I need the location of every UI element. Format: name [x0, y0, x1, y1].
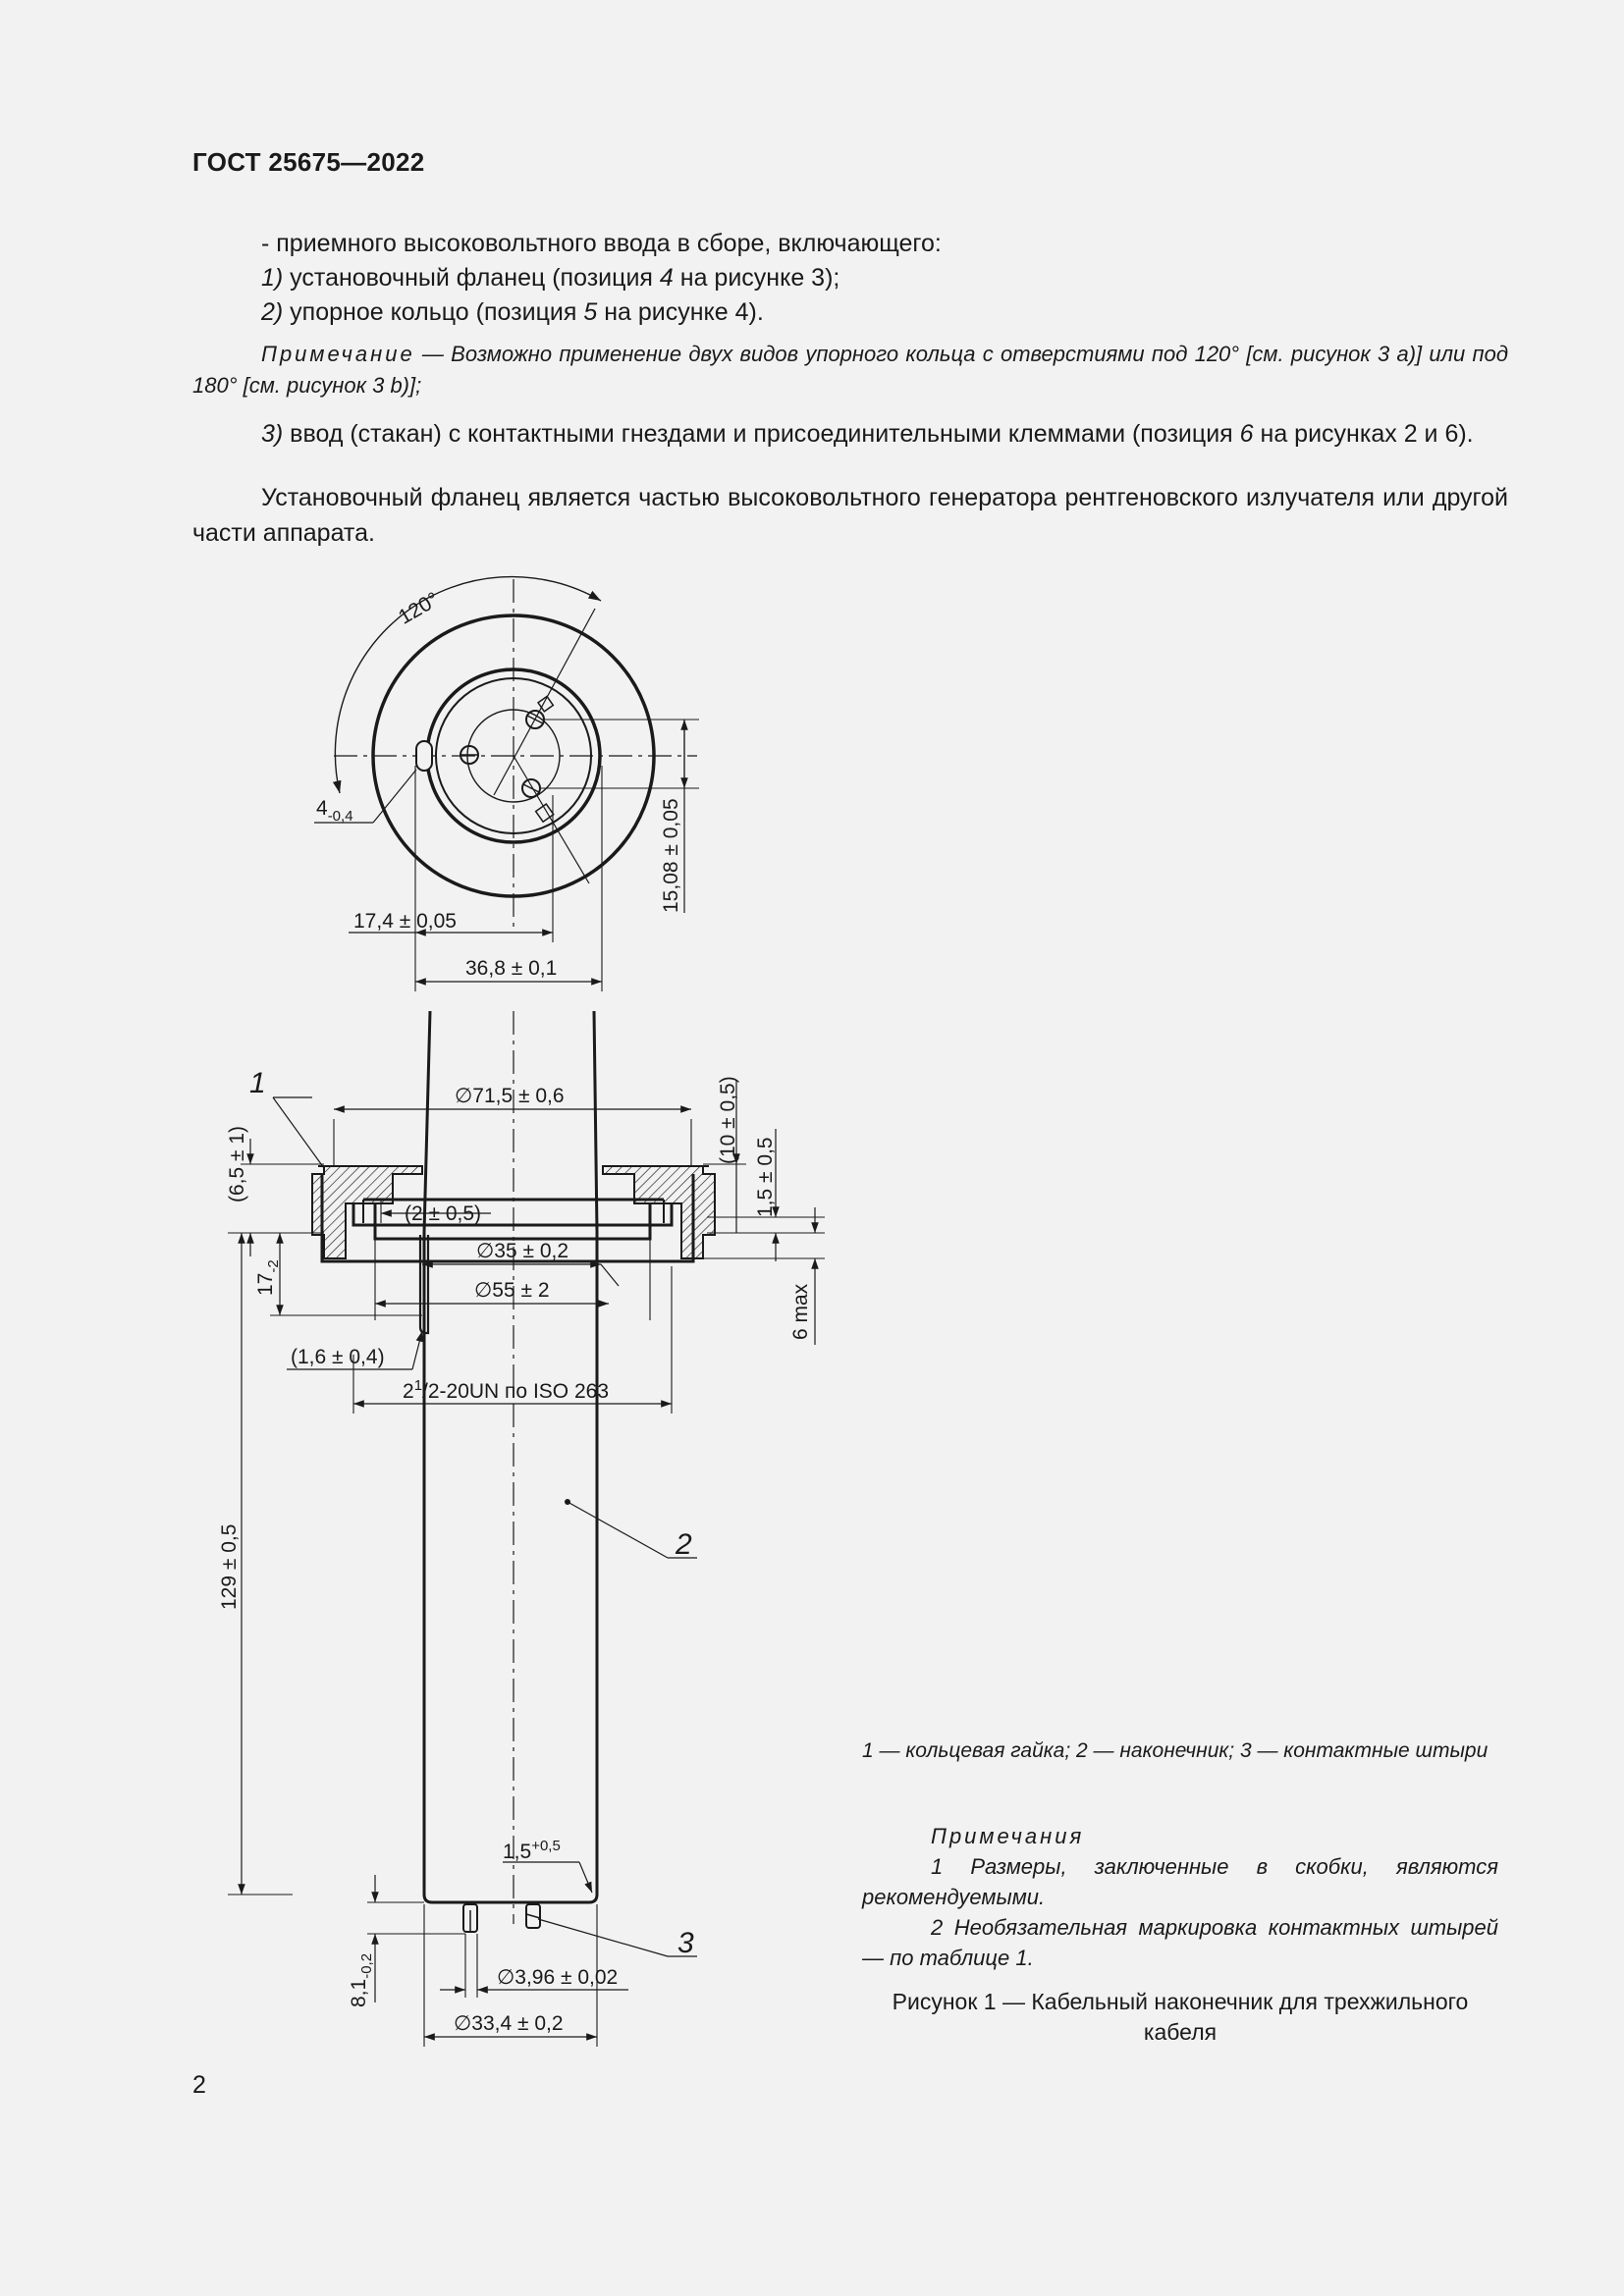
dim-6max: 6 max: [789, 1283, 812, 1340]
list-item-3: 3) ввод (стакан) с контактными гнездами и присоединительными клеммами (позиция 6 на рисунках 2 и 6).: [261, 420, 1474, 448]
callout-1: 1: [249, 1067, 266, 1099]
figure-legend: 1 — кольцевая гайка; 2 — наконечник; 3 — контактные штыри: [862, 1739, 1489, 1762]
figure-notes: [862, 1821, 1498, 1973]
dim-thread: $2^1/2-20UN$ по ISO 263: [403, 1377, 609, 1403]
page-number: 2: [192, 2071, 206, 2099]
dim-8-1: $8,1_{-0,2}$: [348, 1952, 375, 2007]
notes-title: Примечания: [931, 1824, 1085, 1848]
slot-notch: [416, 741, 432, 771]
callout-3: 3: [677, 1927, 694, 1959]
dim-33-4: ∅33,4 ± 0,2: [454, 2012, 564, 2035]
note-1: 1 Размеры, заключенные в скобки, являются рекомендуемыми.: [862, 1854, 1498, 1909]
list-item-number: 3): [261, 420, 284, 448]
dim-129: 129 ± 0,5: [218, 1523, 241, 1610]
list-item-number: 2): [261, 298, 284, 326]
contact-pin-right: [526, 1904, 540, 1928]
figure-caption: Рисунок 1 — Кабельный наконечник для трехжильного кабеля: [892, 1989, 1469, 2045]
dim-1-5b: $1,5^{+0,5}$: [503, 1838, 561, 1863]
list-intro: - приемного высоковольтного ввода в сборе, включающего:: [261, 230, 942, 257]
list-item-2: 2) упорное кольцо (позиция 5 на рисунке 4).: [261, 298, 764, 326]
dim-1-5: 1,5 ± 0,5: [754, 1137, 777, 1217]
pin-left: [460, 746, 478, 764]
ring-nut-right: [603, 1166, 715, 1258]
contact-pin-left: [463, 1904, 477, 1932]
callout-2: 2: [676, 1528, 692, 1561]
dim-6-5: (6,5 ± 1): [226, 1125, 248, 1202]
dim-17-4: 17,4 ± 0,05: [353, 910, 457, 933]
dim-3-96: ∅3,96 ± 0,02: [497, 1966, 619, 1989]
note-label: Примечание: [261, 342, 415, 366]
dim-2: (2 ± 0,5): [405, 1202, 482, 1225]
dim-15-08: 15,08 ± 0,05: [660, 798, 682, 913]
dim-71-5: ∅71,5 ± 0,6: [455, 1085, 565, 1107]
side-view: [218, 1011, 825, 2047]
dim-angle: 120°: [395, 588, 444, 629]
dim-1-6: (1,6 ± 0,4): [291, 1346, 385, 1368]
tube-body: [424, 1011, 597, 1902]
dim-17: $17_{-2}$: [254, 1259, 282, 1296]
dim-35: ∅35 ± 0,2: [476, 1240, 569, 1262]
flange-paragraph: Установочный фланец является частью высоковольтного генератора рентгеновского излучателя или другой части аппарата.: [192, 484, 1508, 547]
list-item-number: 1): [261, 264, 284, 292]
dim-slot: $4_{-0,4}$: [316, 797, 353, 825]
note-2: 2 Необязательная маркировка контактных штырей — по таблице 1.: [862, 1915, 1498, 1970]
document-header: ГОСТ 25675—2022: [192, 147, 425, 177]
dim-10: (10 ± 0,5): [717, 1076, 739, 1164]
dim-36-8: 36,8 ± 0,1: [465, 957, 558, 980]
end-view: [314, 577, 699, 991]
pin-upper: [526, 696, 553, 728]
dim-55: ∅55 ± 2: [474, 1279, 550, 1302]
note-paragraph: Примечание — Возможно применение двух видов упорного кольца с отверстиями под 120° [см. рисунок 3 a)] или под 180° [см. рисунок 3 b)];: [192, 342, 1508, 398]
list-item-1: 1) установочный фланец (позиция 4 на рисунке 3);: [261, 264, 840, 292]
